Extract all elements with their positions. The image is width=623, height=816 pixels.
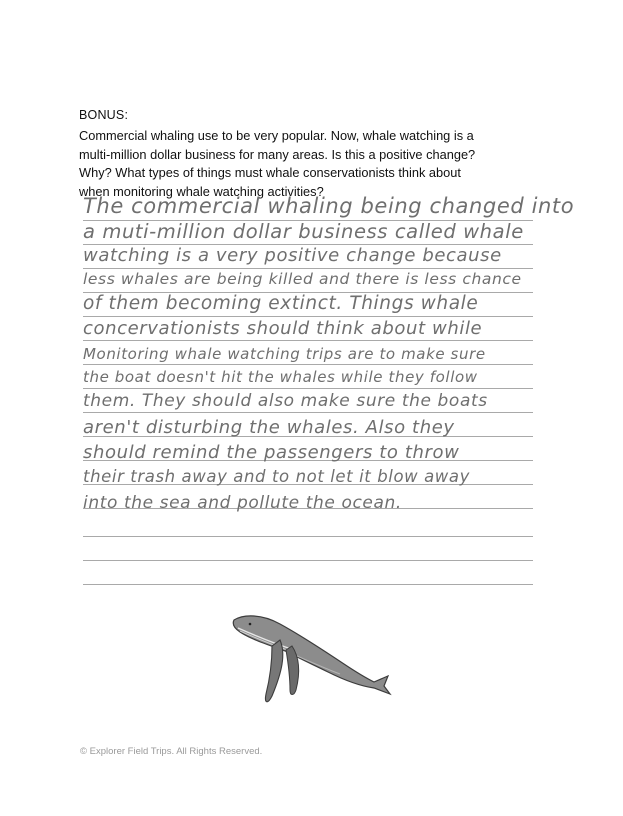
ruled-line [83,268,533,269]
answer-line: The commercial whaling being changed into [83,194,575,218]
ruled-line [83,316,533,317]
answer-line: their trash away and to not let it blow away [83,467,470,486]
ruled-line [83,536,533,537]
humpback-whale-icon [228,606,393,716]
copyright-notice: © Explorer Field Trips. All Rights Reserved. [80,746,263,757]
answer-line: into the sea and pollute the ocean. [83,493,402,513]
bonus-question [79,127,529,201]
ruled-line [83,412,533,413]
ruled-line [83,364,533,365]
ruled-line [83,560,533,561]
answer-line: should remind the passengers to throw [83,442,460,463]
question-line: Commercial whaling use to be very popular. Now, whale watching is a [79,128,474,143]
bonus-heading: BONUS: [79,108,129,122]
answer-line: watching is a very positive change because [83,245,502,266]
answer-line: Monitoring whale watching trips are to make sure [83,345,486,363]
ruled-line [83,340,533,341]
ruled-line [83,388,533,389]
answer-line: a muti-million dollar business called whale [83,220,524,243]
answer-line: the boat doesn't hit the whales while they follow [83,368,478,386]
ruled-line [83,584,533,585]
answer-line: less whales are being killed and there is less chance [83,270,522,288]
question-line: when monitoring whale watching activities? [79,183,324,199]
answer-line: concervationists should think about while [83,318,483,339]
answer-line: aren't disturbing the whales. Also they [83,417,455,438]
question-line: multi-million dollar business for many areas. Is this a positive change? [79,146,476,162]
answer-line: of them becoming extinct. Things whale [83,293,479,314]
question-line: Why? What types of things must whale conservationists think about [79,165,461,180]
answer-line: them. They should also make sure the boats [83,391,488,411]
